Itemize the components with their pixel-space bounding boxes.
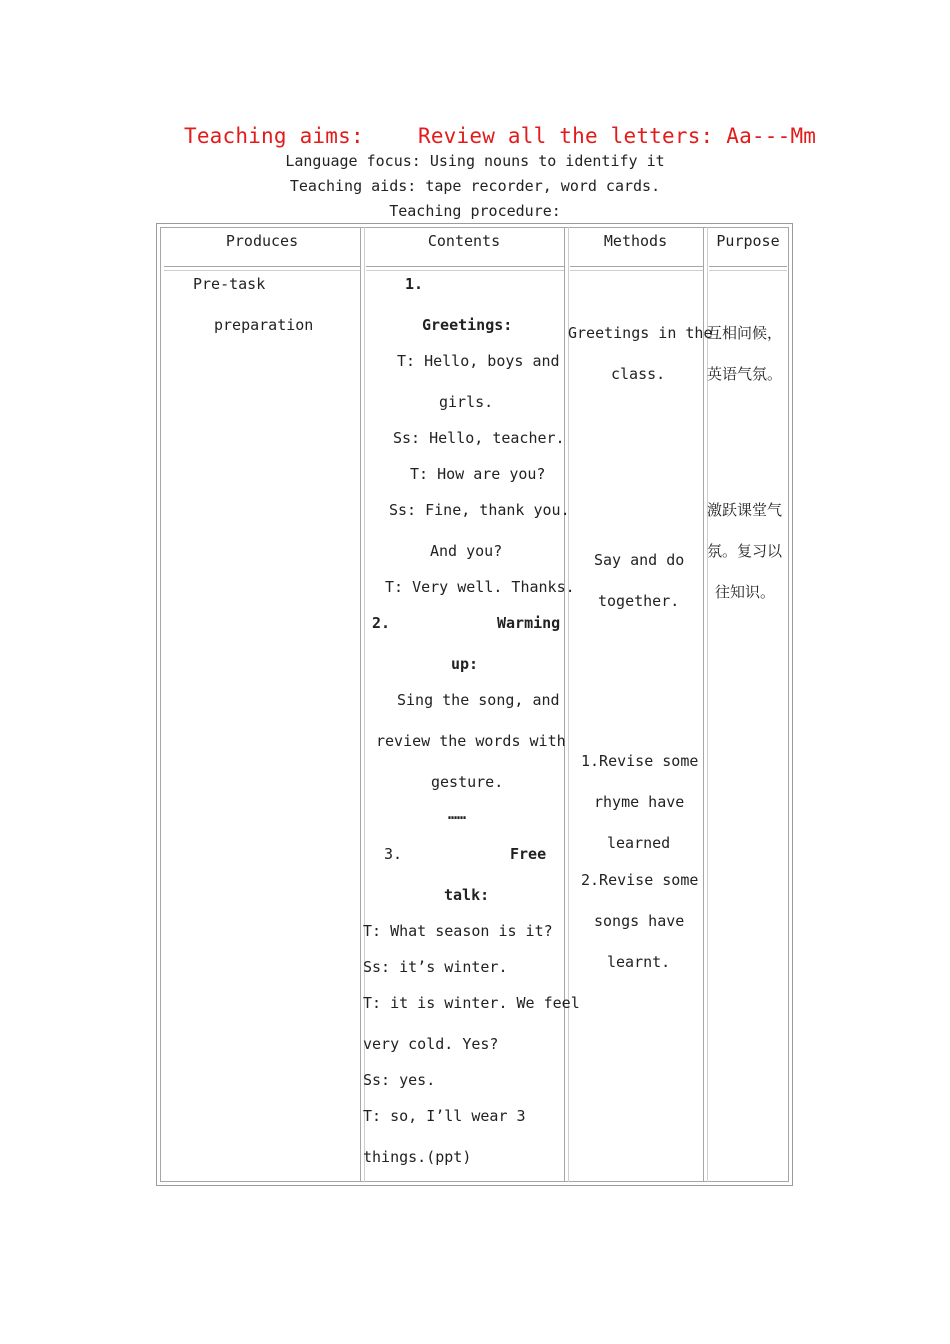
row-divider — [164, 270, 360, 271]
methods-line: songs have — [594, 912, 685, 930]
contents-step-title: up: — [451, 655, 479, 673]
contents-ellipsis: …… — [448, 805, 467, 823]
column-divider — [703, 227, 704, 1182]
contents-line: Ss: Hello, teacher. — [393, 429, 565, 447]
contents-step-number: 1. — [405, 275, 424, 293]
contents-line: T: so, I’ll wear 3 — [363, 1107, 526, 1125]
contents-step-number: 3. — [384, 845, 403, 863]
methods-line: rhyme have — [594, 793, 685, 811]
header-produces: Produces — [225, 232, 299, 250]
row-divider — [709, 270, 787, 271]
produces-stage: Pre-task — [193, 275, 266, 293]
contents-line: gesture. — [431, 773, 504, 791]
contents-line: Ss: Fine, thank you. — [389, 501, 570, 519]
row-divider — [366, 270, 564, 271]
methods-line: Greetings in the — [568, 324, 713, 342]
contents-step-title: Free — [510, 845, 547, 863]
contents-line: girls. — [439, 393, 494, 411]
contents-line: Ss: yes. — [363, 1071, 436, 1089]
contents-step-number: 2. — [372, 614, 391, 632]
teaching-procedure-heading: Teaching procedure: — [389, 202, 561, 220]
column-divider — [568, 227, 569, 1182]
contents-line: Sing the song, and — [397, 691, 560, 709]
row-divider — [570, 270, 703, 271]
contents-line: And you? — [430, 542, 503, 560]
column-divider — [360, 227, 361, 1182]
methods-line: together. — [598, 592, 680, 610]
row-divider — [366, 266, 564, 267]
teaching-aims-value: Review all the letters: Aa---Mm — [418, 124, 817, 148]
teaching-aims-title — [184, 124, 817, 148]
contents-step-title: Warming — [497, 614, 561, 632]
row-divider — [709, 266, 787, 267]
purpose-line: 氛。复习以 — [707, 542, 783, 560]
header-contents: Contents — [427, 232, 501, 250]
contents-step-title: talk: — [444, 886, 490, 904]
contents-line: Ss: it’s winter. — [363, 958, 508, 976]
row-divider — [164, 266, 360, 267]
contents-line: T: Hello, boys and — [397, 352, 560, 370]
purpose-line: 激跃课堂气 — [707, 501, 783, 519]
contents-step-title: Greetings: — [422, 316, 513, 334]
contents-line: review the words with — [376, 732, 566, 750]
language-focus: Language focus: Using nouns to identify it — [285, 152, 665, 170]
column-divider — [564, 227, 565, 1182]
header-purpose: Purpose — [716, 232, 780, 250]
purpose-line: 互相问候， — [707, 324, 783, 342]
header-methods: Methods — [603, 232, 668, 250]
methods-line: 2.Revise some — [581, 871, 699, 889]
methods-line: Say and do — [594, 551, 685, 569]
methods-line: 1.Revise some — [581, 752, 699, 770]
purpose-line: 往知识。 — [715, 583, 776, 601]
row-divider — [570, 266, 703, 267]
teaching-aims-label: Teaching aims: — [184, 124, 364, 148]
methods-line: class. — [611, 365, 666, 383]
contents-line: T: it is winter. We feel — [363, 994, 580, 1012]
teaching-aids: Teaching aids: tape recorder, word cards. — [289, 177, 661, 195]
contents-line: T: How are you? — [410, 465, 546, 483]
methods-line: learnt. — [607, 953, 671, 971]
produces-stage-cont: preparation — [214, 316, 314, 334]
contents-line: T: Very well. Thanks. — [385, 578, 575, 596]
purpose-line: 英语气氛。 — [707, 365, 783, 383]
methods-line: learned — [607, 834, 671, 852]
contents-line: things.(ppt) — [363, 1148, 472, 1166]
contents-line: very cold. Yes? — [363, 1035, 499, 1053]
contents-line: T: What season is it? — [363, 922, 553, 940]
